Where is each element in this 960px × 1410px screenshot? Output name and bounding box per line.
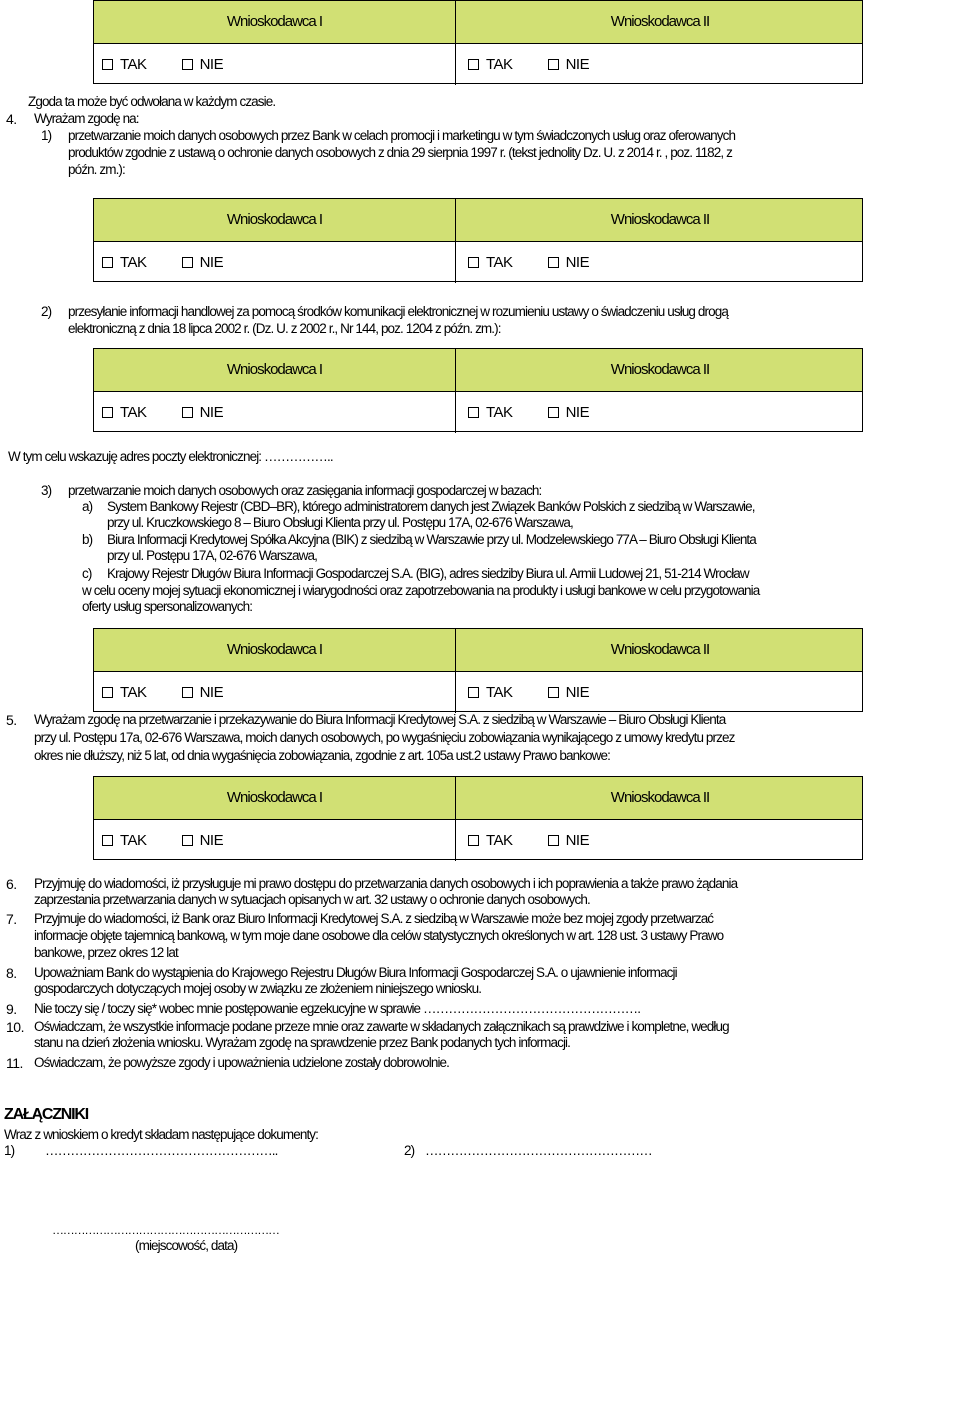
applicant-2-label: Wnioskodawca II xyxy=(610,641,710,658)
section-11-number: 11. xyxy=(6,1055,23,1071)
checkbox-icon xyxy=(468,835,479,846)
checkbox-icon xyxy=(102,257,113,268)
place-date-field[interactable]: ……………………………………………………… xyxy=(52,1223,279,1237)
section-9-number: 9. xyxy=(6,1001,17,1017)
section-8-line: Upoważniam Bank do wystąpienia do Krajowego Rejestru Długów Biura Informacji Gospodarczej S.A. o ujawnienie informacji xyxy=(34,965,677,980)
section-5-line: przy ul. Postępu 17a, 02-676 Warszawa, moich danych osobowych, po wygaśnięciu zobowiązania wynikającego z umowy kredytu przez xyxy=(34,730,735,745)
checkbox-icon xyxy=(548,687,559,698)
checkbox-icon xyxy=(468,257,479,268)
applicant-1-label: Wnioskodawca I xyxy=(226,13,323,30)
applicant-1-label: Wnioskodawca I xyxy=(226,361,323,378)
applicant-2-no-checkbox[interactable]: NIE xyxy=(548,404,590,421)
applicant-1-no-checkbox[interactable]: NIE xyxy=(182,684,224,701)
item-1-line: przetwarzanie moich danych osobowych przez Bank w celach promocji i marketingu w tym świadczonych usług oraz oferowanych xyxy=(68,128,736,143)
applicant-1-yes-checkbox[interactable]: TAK xyxy=(102,404,147,421)
applicant-1-no-checkbox[interactable]: NIE xyxy=(182,832,224,849)
item-2-number: 2) xyxy=(41,304,52,319)
applicant-1-yes-checkbox[interactable]: TAK xyxy=(102,832,147,849)
item-3b-line: Biura Informacji Kredytowej Spółka Akcyjna (BIK) z siedzibą w Warszawie przy ul. Modzelewskiego 77A – Biuro Obsługi Klienta xyxy=(107,532,756,547)
checkbox-icon xyxy=(182,407,193,418)
item-1-line: produktów zgodnie z ustawą o ochronie danych osobowych z dnia 29 sierpnia 1997 r. (tekst jednolity Dz. U. z 2014 r. , poz. 1182, z xyxy=(68,145,732,160)
section-8-number: 8. xyxy=(6,965,17,981)
checkbox-icon xyxy=(102,407,113,418)
checkbox-icon xyxy=(468,687,479,698)
section-7-number: 7. xyxy=(6,911,17,927)
applicant-2-yes-checkbox[interactable]: TAK xyxy=(468,254,513,271)
applicant-1-options xyxy=(102,672,223,713)
attachment-2-field[interactable]: ……………………………………………… xyxy=(425,1143,652,1158)
applicant-1-label: Wnioskodawca I xyxy=(226,211,323,228)
section-10-number: 10. xyxy=(6,1019,24,1035)
checkbox-icon xyxy=(182,59,193,70)
attachment-2-number: 2) xyxy=(404,1143,415,1158)
checkbox-icon xyxy=(468,59,479,70)
applicant-2-no-checkbox[interactable]: NIE xyxy=(548,832,590,849)
checkbox-icon xyxy=(548,59,559,70)
applicant-2-options xyxy=(468,820,589,861)
applicant-2-no-checkbox[interactable]: NIE xyxy=(548,684,590,701)
item-3-intro: przetwarzanie moich danych osobowych oraz zasięgania informacji gospodarczej w bazach: xyxy=(68,483,542,498)
applicant-1-no-checkbox[interactable]: NIE xyxy=(182,404,224,421)
attachments-intro: Wraz z wnioskiem o kredyt składam następujące dokumenty: xyxy=(4,1127,319,1142)
applicant-1-yes-checkbox[interactable]: TAK xyxy=(102,56,147,73)
section-4-title: Wyrażam zgodę na: xyxy=(34,111,139,126)
section-11-line: Oświadczam, że powyższe zgody i upoważnienia udzielone zostały dobrowolnie. xyxy=(34,1055,450,1070)
checkbox-icon xyxy=(102,835,113,846)
consent-table-3 xyxy=(93,348,863,432)
checkbox-icon xyxy=(182,257,193,268)
item-3a-label: a) xyxy=(82,499,93,514)
item-3c-label: c) xyxy=(82,566,92,581)
email-line: W tym celu wskazuję adres poczty elektronicznej: …………….. xyxy=(8,449,333,464)
item-1-line: późn. zm.): xyxy=(68,162,125,177)
item-3b-line: przy ul. Postępu 17A, 02-676 Warszawa, xyxy=(107,548,317,563)
attachment-1-number: 1) xyxy=(4,1143,15,1158)
consent-table-1 xyxy=(93,0,863,84)
applicant-2-yes-checkbox[interactable]: TAK xyxy=(468,684,513,701)
applicant-2-label: Wnioskodawca II xyxy=(610,789,710,806)
applicant-1-no-checkbox[interactable]: NIE xyxy=(182,254,224,271)
section-8-line: gospodarczych dotyczących mojej osoby w związku ze złożeniem niniejszego wniosku. xyxy=(34,981,482,996)
section-4-number: 4. xyxy=(6,111,17,127)
section-7-line: informacje objęte tajemnicą bankową, w tym moje dane osobowe dla celów statystycznych określonych w art. 128 ust. 3 ustawy Prawo xyxy=(34,928,724,943)
checkbox-icon xyxy=(182,835,193,846)
applicant-2-label: Wnioskodawca II xyxy=(610,211,710,228)
checkbox-icon xyxy=(102,59,113,70)
section-5-number: 5. xyxy=(6,712,17,728)
applicant-2-yes-checkbox[interactable]: TAK xyxy=(468,832,513,849)
applicant-1-options xyxy=(102,44,223,85)
item-3-number: 3) xyxy=(41,483,52,498)
applicant-1-options xyxy=(102,820,223,861)
checkbox-icon xyxy=(548,835,559,846)
section-6-line: zaprzestania przetwarzania danych w sytuacjach opisanych w art. 32 ustawy o ochronie danych osobowych. xyxy=(34,892,590,907)
item-3a-line: System Bankowy Rejestr (CBD–BR), którego administratorem danych jest Związek Banków Polskich z siedzibą w Warszawie, xyxy=(107,499,755,514)
applicant-1-yes-checkbox[interactable]: TAK xyxy=(102,254,147,271)
withdraw-note: Zgoda ta może być odwołana w każdym czasie. xyxy=(28,94,276,109)
applicant-1-no-checkbox[interactable]: NIE xyxy=(182,56,224,73)
applicant-2-options xyxy=(468,392,589,433)
section-7-line: bankowe, przez okres 12 lat xyxy=(34,945,178,960)
item-2-line: elektroniczną z dnia 18 lipca 2002 r. (Dz. U. z 2002 r., Nr 144, poz. 1204 z późn. zm.): xyxy=(68,321,501,336)
consent-table-2 xyxy=(93,198,863,282)
section-5-line: Wyrażam zgodę na przetwarzanie i przekazywanie do Biura Informacji Kredytowej S.A. z siedzibą w Warszawie – Biuro Obsługi Klienta xyxy=(34,712,726,727)
section-7-line: Przyjmuje do wiadomości, iż Bank oraz Biuro Informacji Kredytowej S.A. z siedzibą w Warszawie może bez mojej zgody przetwarzać xyxy=(34,911,714,926)
applicant-2-no-checkbox[interactable]: NIE xyxy=(548,56,590,73)
checkbox-icon xyxy=(102,687,113,698)
checkbox-icon xyxy=(468,407,479,418)
consent-table-5 xyxy=(93,776,863,860)
applicant-1-label: Wnioskodawca I xyxy=(226,789,323,806)
item-3-tail: oferty usług spersonalizowanych: xyxy=(82,599,253,614)
item-3a-line: przy ul. Kruczkowskiego 8 – Biuro Obsługi Klienta przy ul. Postępu 17A, 02-676 Warszawa, xyxy=(107,515,573,530)
applicant-2-label: Wnioskodawca II xyxy=(610,13,710,30)
consent-table-4 xyxy=(93,628,863,712)
section-6-line: Przyjmuję do wiadomości, iż przysługuje mi prawo dostępu do przetwarzania danych osobowych i ich poprawienia a także prawo żądania xyxy=(34,876,738,891)
section-9-line: Nie toczy się / toczy się* wobec mnie postępowanie egzekucyjne w sprawie ……………………………………………. xyxy=(34,1001,641,1016)
applicant-2-yes-checkbox[interactable]: TAK xyxy=(468,56,513,73)
checkbox-icon xyxy=(182,687,193,698)
item-3b-label: b) xyxy=(82,532,93,547)
section-10-line: Oświadczam, że wszystkie informacje podane przeze mnie oraz zawarte w składanych załącznikach są prawdziwe i kompletne, według xyxy=(34,1019,729,1034)
item-1-number: 1) xyxy=(41,128,52,143)
attachments-heading: ZAŁĄCZNIKI xyxy=(4,1106,88,1123)
applicant-1-yes-checkbox[interactable]: TAK xyxy=(102,684,147,701)
applicant-2-options xyxy=(468,672,589,713)
attachment-1-field[interactable]: ……………………………………………….. xyxy=(45,1143,278,1158)
applicant-1-options xyxy=(102,392,223,433)
applicant-2-label: Wnioskodawca II xyxy=(610,361,710,378)
applicant-1-options xyxy=(102,242,223,283)
applicant-2-options xyxy=(468,242,589,283)
checkbox-icon xyxy=(548,407,559,418)
applicant-1-label: Wnioskodawca I xyxy=(226,641,323,658)
place-date-caption: (miejscowość, data) xyxy=(135,1238,238,1253)
section-10-line: stanu na dzień złożenia wniosku. Wyrażam zgodę na sprawdzenie przez Bank podanych tych informacji. xyxy=(34,1035,571,1050)
checkbox-icon xyxy=(548,257,559,268)
item-2-line: przesyłanie informacji handlowej za pomocą środków komunikacji elektronicznej w rozumieniu ustawy o świadczeniu usług drogą xyxy=(68,304,728,319)
section-5-line: okres nie dłuższy, niż 5 lat, od dnia wygaśnięcia zobowiązania, zgodnie z art. 105a ust.2 ustawy Prawo bankowe: xyxy=(34,748,610,763)
applicant-2-no-checkbox[interactable]: NIE xyxy=(548,254,590,271)
applicant-2-options xyxy=(468,44,589,85)
section-6-number: 6. xyxy=(6,876,17,892)
item-3c-line: Krajowy Rejestr Długów Biura Informacji Gospodarczej S.A. (BIG), adres siedziby Biura ul. Armii Ludowej 21, 51-214 Wrocław xyxy=(107,566,749,581)
applicant-2-yes-checkbox[interactable]: TAK xyxy=(468,404,513,421)
item-3-tail: w celu oceny mojej sytuacji ekonomicznej i wiarygodności oraz zapotrzebowania na produkty i usługi bankowe w celu przygotowania xyxy=(82,583,760,598)
